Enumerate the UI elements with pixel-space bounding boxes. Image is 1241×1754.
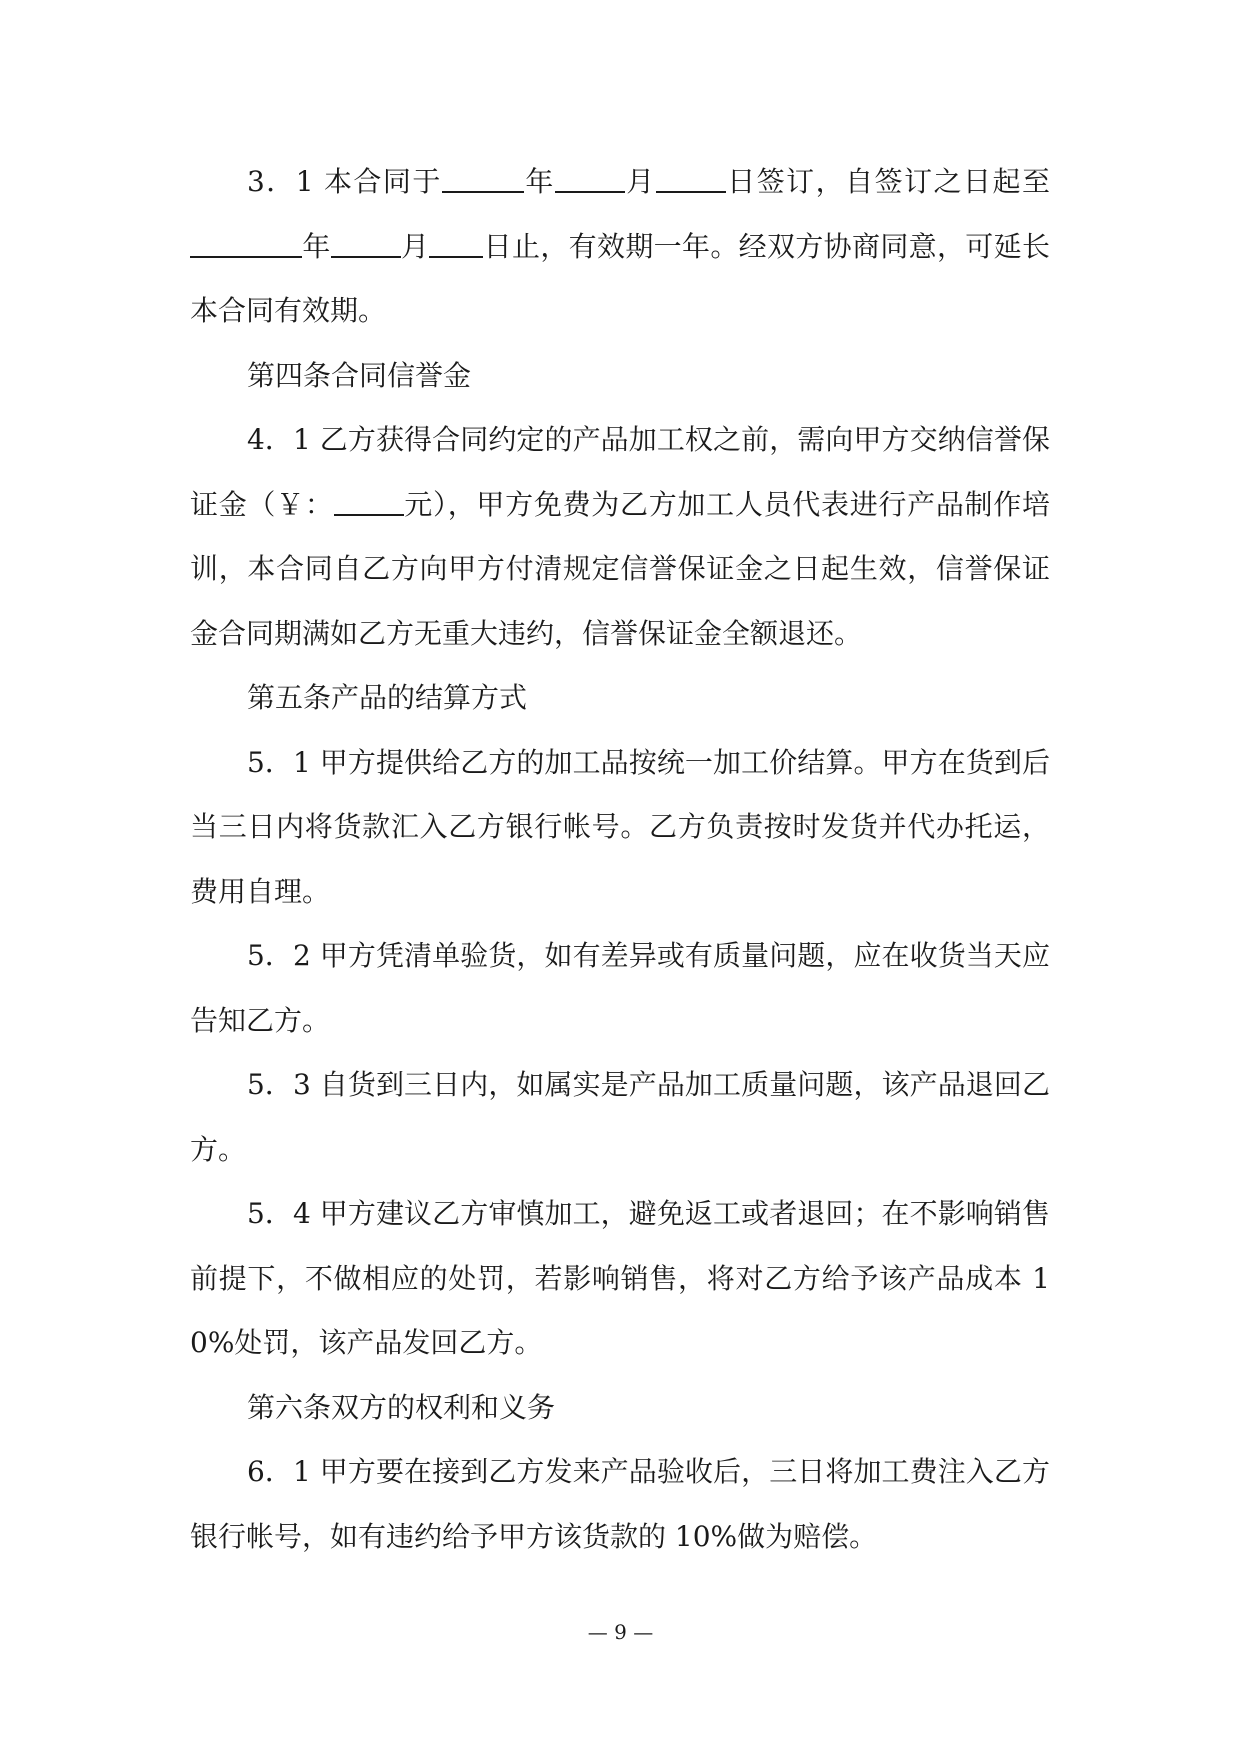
clause-3-1 (190, 150, 1050, 344)
clause-5-3: 5．3 自货到三日内，如属实是产品加工质量问题，该产品退回乙方。 (190, 1068, 1050, 1166)
blank-day-end (429, 226, 483, 258)
blank-month-sign (555, 161, 625, 193)
clause-3-1-text-d: 日签订，自签订之日起至 (725, 165, 1050, 198)
blank-deposit-amount (334, 484, 404, 516)
clause-4-1-text-a: 4．1 乙方获得合同约定的产品加工权之前，需向甲方交纳信誉保证金（￥： (190, 423, 1050, 521)
blank-day-sign (656, 161, 726, 193)
clause-5-1: 5．1 甲方提供给乙方的加工品按统一加工价结算。甲方在货到后当三日内将货款汇入乙方银行帐号。乙方负责按时发货并代办托运，费用自理。 (190, 745, 1050, 908)
clause-3-1-text-e: 年 (302, 229, 331, 263)
article-5-heading: 第五条产品的结算方式 (247, 681, 528, 714)
clause-4-1-text-b: 元），甲方免费为乙方加工人员代表进行产品制作培训，本合同自乙方向甲方付清规定信誉保证金之日起生效，信誉保证金合同期满如乙方无重大违约，信誉保证金全额退还。 (190, 487, 1050, 650)
article-6-heading: 第六条双方的权利和义务 (247, 1390, 556, 1424)
clause-5-2: 5．2 甲方凭清单验货，如有差异或有质量问题，应在收货当天应告知乙方。 (190, 939, 1050, 1037)
clause-4-1 (190, 408, 1050, 666)
clause-3-1-text-a: 3．1 本合同于 (247, 165, 442, 198)
blank-year-end (190, 226, 302, 258)
page-number: — 9 — (587, 1620, 654, 1644)
clause-3-1-text-b: 年 (523, 165, 555, 198)
blank-year-sign (442, 161, 524, 193)
article-4-heading: 第四条合同信誉金 (247, 358, 472, 392)
blank-month-end (331, 226, 401, 258)
clause-3-1-text-c: 月 (624, 165, 656, 198)
clause-6-1: 6．1 甲方要在接到乙方发来产品验收后，三日将加工费注入乙方银行帐号，如有违约给予甲方该货款的 10%做为赔偿。 (190, 1455, 1050, 1553)
document-body (190, 150, 1050, 1569)
clause-3-1-text-f: 月 (400, 229, 430, 263)
clause-5-4: 5．4 甲方建议乙方审慎加工，避免返工或者退回；在不影响销售前提下，不做相应的处罚，若影响销售，将对乙方给予该产品成本 10%处罚，该产品发回乙方。 (190, 1197, 1050, 1359)
clause-3-1-text-g: 日止，有效期一年。经双方协商同意，可延长本合同有效期。 (190, 229, 1050, 327)
